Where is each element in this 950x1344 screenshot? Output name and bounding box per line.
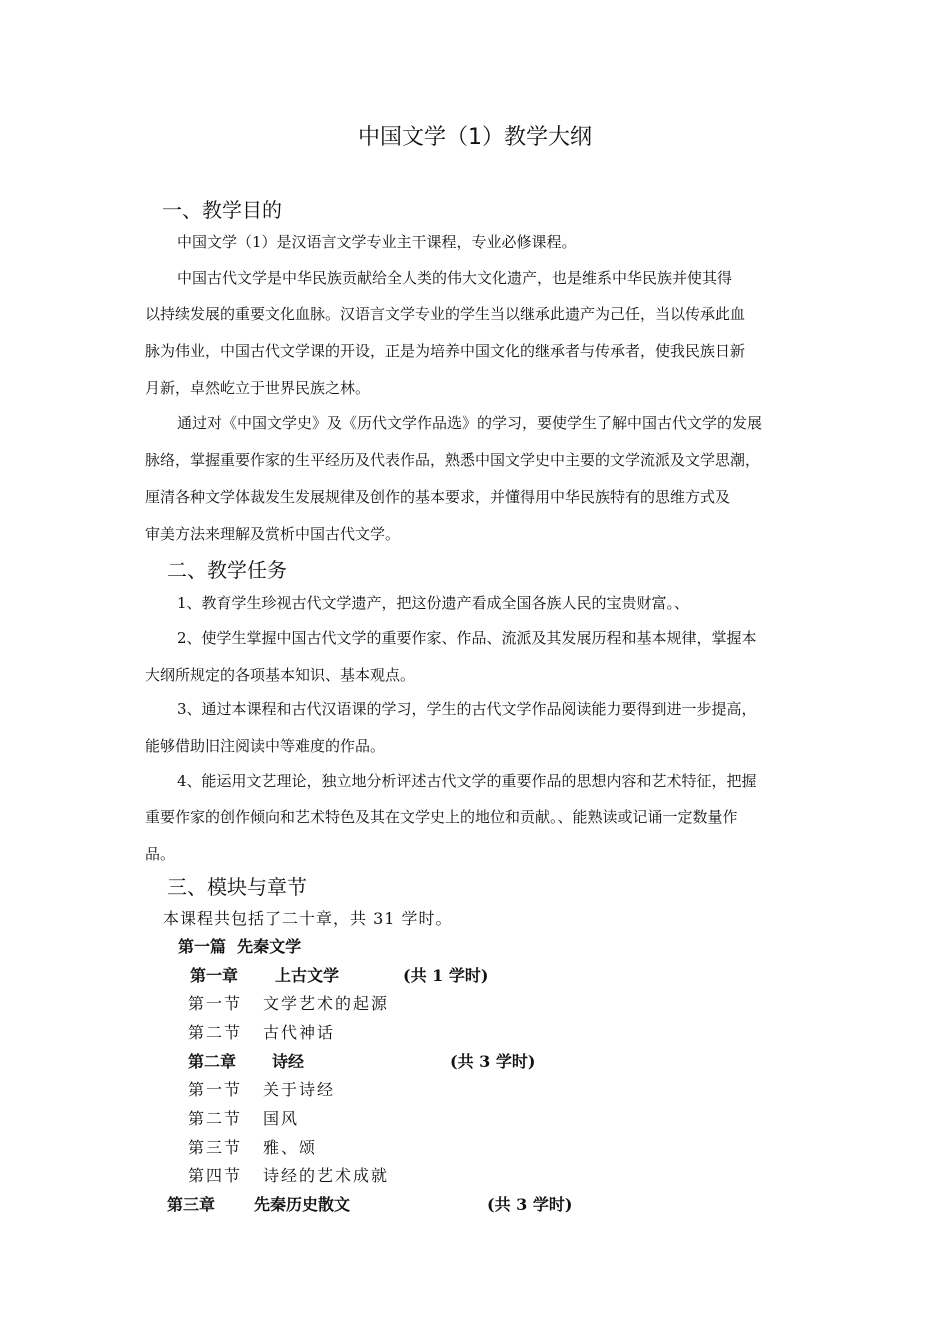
paragraph-line: 3、通过本课程和古代汉语课的学习，学生的古代文学作品阅读能力要得到进一步提高， <box>177 700 757 718</box>
section-label: 第一节 <box>188 994 243 1013</box>
paragraph-line: 重要作家的创作倾向和艺术特色及其在文学史上的地位和贡献。、能熟读或记诵一定数量作 <box>145 808 738 826</box>
section-name: 国风 <box>263 1109 300 1128</box>
section-name: 雅、颂 <box>263 1138 318 1157</box>
paragraph-line: 中国文学（1）是汉语言文学专业主干课程，专业必修课程。 <box>177 233 577 251</box>
paragraph-line: 4、能运用文艺理论，独立地分析评述古代文学的重要作品的思想内容和艺术特征，把握 <box>177 772 757 790</box>
paragraph-line: 通过对《中国文学史》及《历代文学作品选》的学习，要使学生了解中国古代文学的发展 <box>177 414 763 432</box>
part-heading: 第一篇 先秦文学 <box>178 937 302 956</box>
chapter-name: 诗经 <box>272 1052 305 1071</box>
section-label: 第二节 <box>188 1109 243 1128</box>
chapter-hours: (共 1 学时) <box>403 966 489 985</box>
section-heading-tasks: 二、教学任务 <box>167 558 287 582</box>
chapter-label: 第一章 <box>190 966 239 985</box>
section-heading-modules: 三、模块与章节 <box>167 875 307 899</box>
section-name: 文学艺术的起源 <box>263 994 390 1013</box>
paragraph-line: 审美方法来理解及赏析中国古代文学。 <box>145 525 401 543</box>
paragraph-line: 以持续发展的重要文化血脉。汉语言文学专业的学生当以继承此遗产为己任，当以传承此血 <box>145 305 746 323</box>
paragraph-line: 脉络，掌握重要作家的生平经历及代表作品，熟悉中国文学史中主要的文学流派及文学思潮， <box>145 451 761 469</box>
paragraph-line: 月新，卓然屹立于世界民族之林。 <box>145 379 371 397</box>
chapter-hours: (共 3 学时) <box>450 1052 536 1071</box>
paragraph-line: 本课程共包括了二十章，共 31 学时。 <box>163 909 453 928</box>
paragraph-line: 脉为伟业，中国古代文学课的开设，正是为培养中国文化的继承者与传承者，使我民族日新 <box>145 342 746 360</box>
chapter-label: 第二章 <box>188 1052 237 1071</box>
section-name: 古代神话 <box>263 1023 336 1042</box>
section-heading-purpose: 一、教学目的 <box>162 198 282 222</box>
chapter-label: 第三章 <box>167 1195 216 1214</box>
section-name: 诗经的艺术成就 <box>263 1166 390 1185</box>
section-label: 第四节 <box>188 1166 243 1185</box>
paragraph-line: 品。 <box>145 845 176 863</box>
paragraph-line: 中国古代文学是中华民族贡献给全人类的伟大文化遗产，也是维系中华民族并使其得 <box>177 269 733 287</box>
paragraph-line: 1、教育学生珍视古代文学遗产，把这份遗产看成全国各族人民的宝贵财富。、 <box>177 594 690 612</box>
paragraph-line: 2、使学生掌握中国古代文学的重要作家、作品、流派及其发展历程和基本规律，掌握本 <box>177 629 757 647</box>
paragraph-line: 厘清各种文学体裁发生发展规律及创作的基本要求，并懂得用中华民族特有的思维方式及 <box>145 488 731 506</box>
paragraph-line: 能够借助旧注阅读中等难度的作品。 <box>145 737 386 755</box>
section-label: 第一节 <box>188 1080 243 1099</box>
paragraph-line: 大纲所规定的各项基本知识、基本观点。 <box>145 666 416 684</box>
chapter-name: 上古文学 <box>275 966 340 985</box>
section-label: 第三节 <box>188 1138 243 1157</box>
chapter-name: 先秦历史散文 <box>254 1195 351 1214</box>
section-name: 关于诗经 <box>263 1080 336 1099</box>
page-title: 中国文学（1）教学大纲 <box>358 125 592 150</box>
chapter-hours: (共 3 学时) <box>487 1195 573 1214</box>
section-label: 第二节 <box>188 1023 243 1042</box>
